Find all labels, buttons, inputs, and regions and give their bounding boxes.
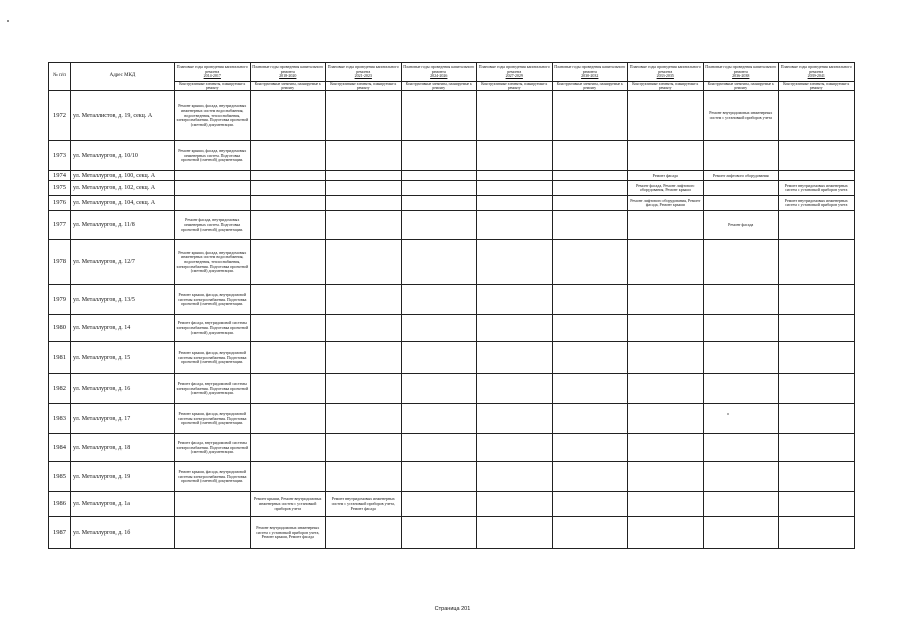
repair-cell — [326, 181, 402, 196]
repair-cell — [326, 517, 402, 549]
repair-cell — [401, 517, 477, 549]
repair-cell — [779, 211, 855, 240]
repair-cell — [250, 374, 326, 404]
repair-cell — [779, 492, 855, 517]
row-number: 1985 — [49, 462, 71, 492]
repair-cell — [401, 181, 477, 196]
repair-cell — [175, 492, 251, 517]
row-number: 1979 — [49, 285, 71, 315]
repair-plan-table-container — [48, 62, 854, 549]
header-period-years: 2033-2035 — [656, 73, 674, 79]
repair-cell — [552, 434, 628, 462]
header-row-titles — [49, 63, 855, 82]
repair-cell: Ремонт лифтового оборудования, Ремонт фасада, Ремонт крыши — [628, 196, 704, 211]
repair-cell — [628, 240, 704, 285]
repair-cell — [401, 171, 477, 181]
repair-cell — [628, 517, 704, 549]
repair-cell — [401, 462, 477, 492]
repair-cell — [552, 374, 628, 404]
row-address: ул. Металлургов, д. 13/5 — [71, 285, 175, 315]
header-period-0 — [175, 63, 251, 82]
repair-cell — [401, 315, 477, 342]
repair-cell — [779, 517, 855, 549]
table-row — [49, 404, 855, 434]
repair-cell — [326, 462, 402, 492]
repair-cell — [703, 240, 779, 285]
table-row — [49, 315, 855, 342]
row-address: ул. Металлургов, д. 15 — [71, 342, 175, 374]
repair-cell — [552, 404, 628, 434]
row-address: ул. Металлургов, д. 11/8 — [71, 211, 175, 240]
repair-cell — [628, 404, 704, 434]
row-address: ул. Металлургов, д. 100, секц. А — [71, 171, 175, 181]
row-number: 1973 — [49, 141, 71, 171]
repair-cell — [477, 211, 553, 240]
repair-cell — [477, 91, 553, 141]
repair-cell — [552, 315, 628, 342]
repair-cell: Ремонт лифтового оборудования — [703, 171, 779, 181]
repair-cell — [326, 315, 402, 342]
row-address: ул. Металлургов, д. 1б — [71, 517, 175, 549]
repair-cell — [703, 342, 779, 374]
table-row — [49, 374, 855, 404]
repair-cell — [401, 141, 477, 171]
header-period-title: Плановые годы проведения капитального ремонта — [554, 64, 626, 74]
header-period-sub: Конструктивные элементы, планируемые к ремонту — [401, 82, 477, 91]
repair-cell — [401, 434, 477, 462]
row-address: ул. Металлургов, д. 1а — [71, 492, 175, 517]
row-address: ул. Металлургов, д. 14 — [71, 315, 175, 342]
repair-cell — [326, 374, 402, 404]
header-period-title: Плановые годы проведения капитального ремонта — [629, 64, 701, 74]
repair-cell: Ремонт крыши, фасада, внутридомовых инженерных систем водоснабжения, водоотведения, теплоснабжения, электроснабжения. Подготовка проектной (сметной) документации. — [175, 240, 251, 285]
row-address: ул. Металлургов, д. 104, секц. А — [71, 196, 175, 211]
repair-cell — [477, 181, 553, 196]
header-period-years: 2021-2023 — [354, 73, 372, 79]
repair-cell — [401, 196, 477, 211]
repair-cell — [703, 181, 779, 196]
header-period-sub: Конструктивные элементы, планируемые к ремонту — [628, 82, 704, 91]
row-number: 1976 — [49, 196, 71, 211]
repair-cell — [552, 240, 628, 285]
header-period-5 — [552, 63, 628, 82]
repair-cell — [175, 517, 251, 549]
header-period-3 — [401, 63, 477, 82]
header-period-years: 2039-2041 — [807, 73, 825, 79]
header-period-2 — [326, 63, 402, 82]
repair-cell: Ремонт фасада — [703, 211, 779, 240]
header-period-years: 2027-2029 — [505, 73, 523, 79]
repair-cell — [779, 285, 855, 315]
repair-plan-table — [48, 62, 855, 549]
repair-cell — [250, 434, 326, 462]
header-period-sub: Конструктивные элементы, планируемые к ремонту — [552, 82, 628, 91]
table-header — [49, 63, 855, 91]
header-period-years: 2024-2026 — [430, 73, 448, 79]
table-row — [49, 240, 855, 285]
repair-cell — [477, 141, 553, 171]
header-period-sub: Конструктивные элементы, планируемые к ремонту — [477, 82, 553, 91]
repair-cell — [401, 285, 477, 315]
repair-cell — [326, 211, 402, 240]
repair-cell: Ремонт крыши, фасада, внутридомовой системы электроснабжения. Подготовка проектной (сметной) документации. — [175, 404, 251, 434]
table-row — [49, 434, 855, 462]
row-number: 1987 — [49, 517, 71, 549]
repair-cell — [628, 315, 704, 342]
repair-cell — [703, 196, 779, 211]
repair-cell — [779, 462, 855, 492]
repair-cell — [326, 171, 402, 181]
repair-cell — [552, 492, 628, 517]
scan-speck — [7, 20, 9, 22]
repair-cell: Ремонт крыши, фасада, внутридомовых инженерных систем водоснабжения, водоотведения, теплоснабжения, электроснабжения. Подготовка проектной (сметной) документации. — [175, 91, 251, 141]
table-row — [49, 91, 855, 141]
repair-cell — [703, 492, 779, 517]
repair-cell — [779, 240, 855, 285]
header-period-title: Плановые годы проведения капитального ремонта — [478, 64, 550, 74]
repair-cell: Ремонт фасада, внутридомовой системы электроснабжения. Подготовка проектной (сметной) документации. — [175, 434, 251, 462]
repair-cell — [628, 492, 704, 517]
repair-cell — [779, 434, 855, 462]
header-period-title: Плановые годы проведения капитального ремонта — [705, 64, 777, 74]
repair-cell — [552, 171, 628, 181]
repair-cell: Ремонт фасада, внутридомовой системы электроснабжения. Подготовка проектной (сметной) документации. — [175, 374, 251, 404]
repair-cell: Ремонт крыши, фасада, внутридомовой системы электроснабжения. Подготовка проектной (сметной) документации. — [175, 285, 251, 315]
header-period-sub: Конструктивные элементы, планируемые к ремонту — [175, 82, 251, 91]
repair-cell — [703, 315, 779, 342]
table-row — [49, 171, 855, 181]
repair-cell: Ремонт фасада, Ремонт лифтового оборудования, Ремонт крыши — [628, 181, 704, 196]
row-address: ул. Металлистов, д. 19, секц. А — [71, 91, 175, 141]
repair-cell — [250, 141, 326, 171]
row-number: 1980 — [49, 315, 71, 342]
repair-cell — [175, 181, 251, 196]
row-address: ул. Металлургов, д. 10/10 — [71, 141, 175, 171]
repair-cell — [552, 181, 628, 196]
row-address: ул. Металлургов, д. 19 — [71, 462, 175, 492]
repair-cell — [628, 91, 704, 141]
repair-cell — [703, 434, 779, 462]
header-period-4 — [477, 63, 553, 82]
row-address: ул. Металлургов, д. 12/7 — [71, 240, 175, 285]
repair-cell — [401, 492, 477, 517]
row-address: ул. Металлургов, д. 102, секц. А — [71, 181, 175, 196]
row-number: 1984 — [49, 434, 71, 462]
repair-cell — [250, 171, 326, 181]
header-period-sub: Конструктивные элементы, планируемые к ремонту — [326, 82, 402, 91]
repair-cell — [326, 91, 402, 141]
repair-cell — [779, 91, 855, 141]
repair-cell — [326, 240, 402, 285]
repair-cell: Ремонт крыши, фасада, внутридомовой системы электроснабжения. Подготовка проектной (сметной) документации. — [175, 342, 251, 374]
repair-cell — [401, 240, 477, 285]
table-row — [49, 181, 855, 196]
repair-cell: Ремонт крыши, Ремонт внутридомовых инженерных систем с установкой приборов учета — [250, 492, 326, 517]
repair-cell — [703, 462, 779, 492]
row-address: ул. Металлургов, д. 17 — [71, 404, 175, 434]
header-period-title: Плановые годы проведения капитального ремонта — [403, 64, 475, 74]
header-period-7 — [703, 63, 779, 82]
repair-cell — [477, 342, 553, 374]
header-address: Адрес МКД — [71, 63, 175, 91]
repair-cell — [477, 492, 553, 517]
repair-cell — [552, 342, 628, 374]
repair-cell — [250, 211, 326, 240]
row-address: ул. Металлургов, д. 16 — [71, 374, 175, 404]
repair-cell — [326, 342, 402, 374]
table-row — [49, 462, 855, 492]
repair-cell — [779, 374, 855, 404]
repair-cell: Ремонт крыши, фасада, внутридомовых инженерных систем. Подготовка проектной (сметной) документации. — [175, 141, 251, 171]
repair-cell — [250, 462, 326, 492]
repair-cell: Ремонт внутридомовых инженерных систем с установкой приборов учета — [779, 196, 855, 211]
table-row — [49, 196, 855, 211]
repair-cell: Ремонт внутридомовых инженерных систем с установкой приборов учета, Ремонт крыши, Ремонт фасада — [250, 517, 326, 549]
repair-cell — [779, 171, 855, 181]
repair-cell — [703, 404, 779, 434]
row-address: ул. Металлургов, д. 18 — [71, 434, 175, 462]
header-period-years: 2018-2020 — [279, 73, 297, 79]
repair-cell — [175, 171, 251, 181]
header-period-title: Плановые годы проведения капитального ремонта — [780, 64, 852, 74]
header-period-sub: Конструктивные элементы, планируемые к ремонту — [703, 82, 779, 91]
repair-cell — [628, 285, 704, 315]
repair-cell: Ремонт крыши, фасада, внутридомовой системы электроснабжения. Подготовка проектной (сметной) документации. — [175, 462, 251, 492]
header-period-8 — [779, 63, 855, 82]
header-period-sub: Конструктивные элементы, планируемые к ремонту — [779, 82, 855, 91]
header-period-title: Плановые годы проведения капитального ремонта — [327, 64, 399, 74]
row-number: 1974 — [49, 171, 71, 181]
repair-cell — [628, 462, 704, 492]
row-number: 1986 — [49, 492, 71, 517]
row-number: 1982 — [49, 374, 71, 404]
repair-cell — [477, 374, 553, 404]
repair-cell — [477, 315, 553, 342]
repair-cell — [552, 211, 628, 240]
repair-cell — [628, 342, 704, 374]
repair-cell — [250, 91, 326, 141]
repair-cell — [552, 91, 628, 141]
repair-cell — [477, 434, 553, 462]
repair-cell — [250, 315, 326, 342]
repair-cell — [477, 404, 553, 434]
row-number: 1978 — [49, 240, 71, 285]
header-period-6 — [628, 63, 704, 82]
table-row — [49, 517, 855, 549]
table-body — [49, 91, 855, 549]
row-number: 1972 — [49, 91, 71, 141]
repair-cell — [250, 181, 326, 196]
repair-cell — [552, 285, 628, 315]
row-number: 1983 — [49, 404, 71, 434]
repair-cell — [703, 374, 779, 404]
row-number: 1977 — [49, 211, 71, 240]
repair-cell: Ремонт фасада — [628, 171, 704, 181]
repair-cell — [779, 141, 855, 171]
table-row — [49, 141, 855, 171]
repair-cell — [477, 171, 553, 181]
header-period-years: 2014-2017 — [203, 73, 221, 79]
repair-cell — [703, 517, 779, 549]
repair-cell — [326, 434, 402, 462]
header-period-years: 2036-2038 — [732, 73, 750, 79]
repair-cell: Ремонт внутридомовых инженерных систем с установкой приборов учета — [703, 91, 779, 141]
header-period-sub: Конструктивные элементы, планируемые к ремонту — [250, 82, 326, 91]
repair-cell: Ремонт фасада, внутридомовых инженерных систем. Подготовка проектной (сметной) документации. — [175, 211, 251, 240]
header-period-title: Плановые годы проведения капитального ремонта — [176, 64, 248, 74]
repair-cell — [326, 196, 402, 211]
repair-cell — [175, 196, 251, 211]
repair-cell — [326, 285, 402, 315]
header-period-years: 2030-2032 — [581, 73, 599, 79]
repair-cell — [552, 517, 628, 549]
repair-cell — [779, 315, 855, 342]
repair-cell — [401, 211, 477, 240]
header-period-title: Плановые годы проведения капитального ремонта — [252, 64, 324, 74]
page-footer: Страница 201 — [434, 606, 471, 612]
header-period-1 — [250, 63, 326, 82]
repair-cell — [401, 374, 477, 404]
table-row — [49, 492, 855, 517]
repair-cell: Ремонт фасада, внутридомовой системы электроснабжения. Подготовка проектной (сметной) документации. — [175, 315, 251, 342]
repair-cell — [250, 240, 326, 285]
repair-cell — [628, 434, 704, 462]
repair-cell — [401, 342, 477, 374]
repair-cell — [477, 285, 553, 315]
table-row — [49, 285, 855, 315]
repair-cell — [703, 141, 779, 171]
repair-cell — [326, 141, 402, 171]
repair-cell — [477, 196, 553, 211]
repair-cell — [628, 141, 704, 171]
repair-cell: Ремонт внутридомовых инженерных систем с установкой приборов учета, Ремонт фасада — [326, 492, 402, 517]
table-row — [49, 342, 855, 374]
repair-cell — [779, 404, 855, 434]
table-row — [49, 211, 855, 240]
repair-cell — [552, 462, 628, 492]
repair-cell — [250, 404, 326, 434]
repair-cell — [779, 342, 855, 374]
repair-cell — [250, 342, 326, 374]
repair-cell — [477, 517, 553, 549]
repair-cell — [401, 404, 477, 434]
repair-cell — [552, 196, 628, 211]
repair-cell — [628, 211, 704, 240]
repair-cell — [326, 404, 402, 434]
row-number: 1975 — [49, 181, 71, 196]
repair-cell — [628, 374, 704, 404]
repair-cell — [401, 91, 477, 141]
repair-cell — [703, 285, 779, 315]
repair-cell — [477, 462, 553, 492]
repair-cell — [250, 196, 326, 211]
repair-cell — [552, 141, 628, 171]
repair-cell: Ремонт внутридомовых инженерных систем с установкой приборов учета — [779, 181, 855, 196]
repair-cell — [477, 240, 553, 285]
repair-cell — [250, 285, 326, 315]
header-num: № п/п — [49, 63, 71, 91]
row-number: 1981 — [49, 342, 71, 374]
